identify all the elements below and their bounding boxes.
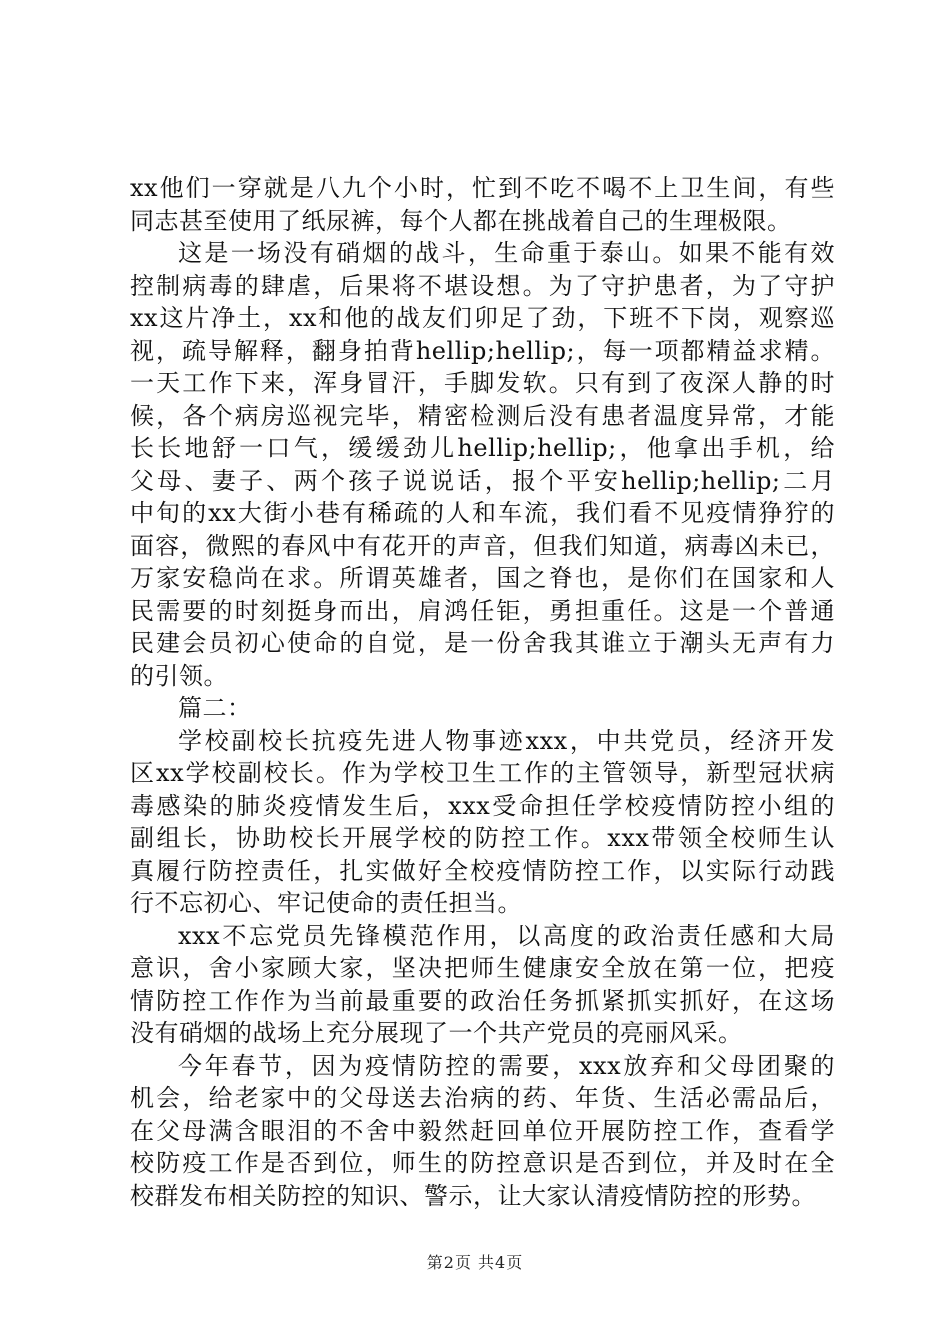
text-line: 控制病毒的肆虐，后果将不堪设想。为了守护患者，为了守护 (130, 271, 835, 300)
text-line: xx这片净土，xx和他的战友们卯足了劲，下班不下岗，观察巡 (130, 304, 835, 332)
section-heading (130, 692, 835, 725)
text-line: 真履行防控责任，扎实做好全校疫情防控工作，以实际行动践 (130, 856, 835, 885)
text-line: 父母、妻子、两个孩子说说话，报个平安hellip;hellip;二月 (130, 466, 835, 495)
text-line: 副组长，协助校长开展学校的防控工作。xxx带领全校师生认 (130, 824, 835, 852)
text-line: 民需要的时刻挺身而出，肩鸿任钜，勇担重任。这是一个普通 (130, 596, 835, 625)
text-line: 意识，舍小家顾大家，坚决把师生健康安全放在第一位，把疫 (130, 954, 835, 982)
text-line: 同志甚至使用了纸尿裤，每个人都在挑战着自己的生理极限。 (130, 206, 792, 235)
text-line: 视，疏导解释，翻身拍背hellip;hellip;，每一项都精益求精。 (130, 336, 835, 365)
paragraph-1 (130, 172, 835, 237)
document-body (130, 172, 835, 1212)
text-line: 行不忘初心、牢记使命的责任担当。 (130, 889, 522, 917)
page-number: 第2页 共4页 (426, 1253, 524, 1272)
text-line: 校群发布相关防控的知识、警示，让大家认清疫情防控的形势。 (130, 1181, 816, 1210)
text-line: 情防控工作作为当前最重要的政治任务抓紧抓实抓好，在这场 (130, 986, 835, 1015)
text-line: 学校副校长抗疫先进人物事迹xxx，中共党员，经济开发 (178, 726, 835, 755)
paragraph-2 (130, 237, 835, 692)
text-line: xxx不忘党员先锋模范作用，以高度的政治责任感和大局 (178, 921, 835, 950)
paragraph-3 (130, 725, 835, 920)
text-line: 万家安稳尚在求。所谓英雄者，国之脊也，是你们在国家和人 (130, 564, 835, 592)
text-line: 一天工作下来，浑身冒汗，手脚发软。只有到了夜深人静的时 (130, 369, 835, 397)
text-line: 没有硝烟的战场上充分展现了一个共产党员的亮丽风采。 (130, 1019, 743, 1047)
text-line: 的引领。 (130, 661, 228, 690)
text-line: 毒感染的肺炎疫情发生后，xxx受命担任学校疫情防控小组的 (130, 791, 835, 820)
paragraph-5 (130, 1050, 835, 1213)
paragraph-4 (130, 920, 835, 1050)
text-line: 民建会员初心使命的自觉，是一份舍我其谁立于潮头无声有力 (130, 629, 835, 657)
text-line: 今年春节，因为疫情防控的需要，xxx放弃和父母团聚的 (178, 1051, 835, 1080)
text-line: xx他们一穿就是八九个小时，忙到不吃不喝不上卫生间，有些 (130, 174, 835, 202)
text-line: 在父母满含眼泪的不舍中毅然赶回单位开展防控工作，查看学 (130, 1116, 835, 1145)
text-line: 校防疫工作是否到位，师生的防控意识是否到位，并及时在全 (130, 1149, 835, 1177)
text-line: 面容，微熙的春风中有花开的声音，但我们知道，病毒凶未已， (130, 531, 835, 560)
text-line: 这是一场没有硝烟的战斗，生命重于泰山。如果不能有效 (178, 239, 835, 267)
text-line: 机会，给老家中的父母送去治病的药、年货、生活必需品后， (130, 1084, 835, 1112)
text-line: 候，各个病房巡视完毕，精密检测后没有患者温度异常，才能 (130, 401, 835, 430)
text-line: 区xx学校副校长。作为学校卫生工作的主管领导，新型冠状病 (130, 759, 835, 787)
text-line: 中旬的xx大街小巷有稀疏的人和车流，我们看不见疫情狰狞的 (130, 499, 835, 527)
text-line: 长长地舒一口气，缓缓劲儿hellip;hellip;，他拿出手机，给 (130, 434, 835, 462)
section-title: 篇二： (178, 694, 252, 722)
